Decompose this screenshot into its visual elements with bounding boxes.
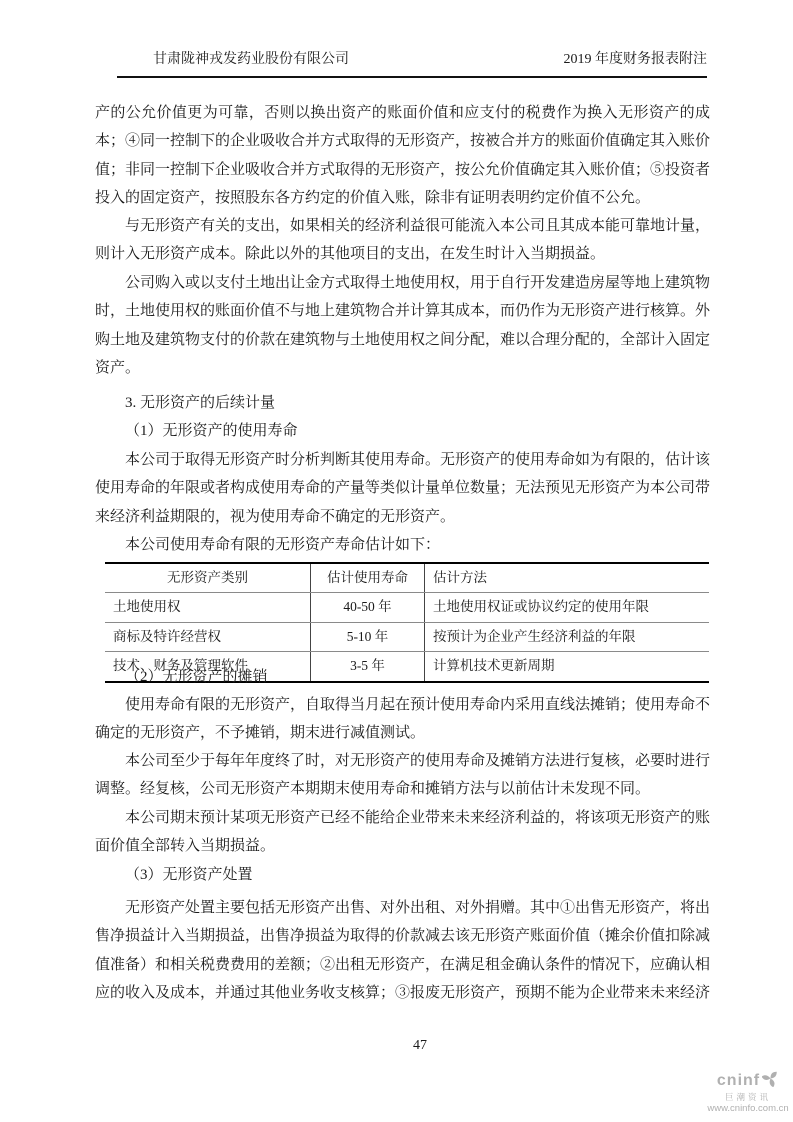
section-heading-subsequent-measurement: 3. 无形资产的后续计量	[125, 395, 276, 411]
cell-estimated-life: 5-10 年	[311, 622, 425, 651]
col-header-estimation-method: 估计方法	[425, 563, 710, 593]
col-header-asset-type: 无形资产类别	[105, 563, 311, 593]
paragraph: 与无形资产有关的支出，如果相关的经济利益很可能流入本公司且其成本能可靠地计量，则计入无形资产成本。除此以外的其他项目的支出，在发生时计入当期损益。	[95, 218, 711, 263]
header-document-title: 2019 年度财务报表附注	[563, 52, 707, 67]
table-row	[105, 593, 709, 622]
page-header	[117, 48, 707, 78]
paragraph: 公司购入或以支付土地出让金方式取得土地使用权，用于自行开发建造房屋等地上建筑物时，土地使用权的账面价值不与地上建筑物合并计算其成本，而仍作为无形资产进行核算。外购土地及建筑物支付的价款在建筑物与土地使用权之间分配，难以合理分配的，全部计入固定资产。	[95, 275, 711, 377]
cell-estimated-life: 40-50 年	[311, 593, 425, 622]
header-company-name: 甘肃陇神戎发药业股份有限公司	[153, 52, 349, 67]
paragraph: 无形资产处置主要包括无形资产出售、对外出租、对外捐赠。其中①出售无形资产，将出售净损益计入当期损益，出售净损益为取得的价款减去该无形资产账面价值（摊余价值扣除减值准备）和相关税费费用的差额；②出租无形资产，在满足租金确认条件的情况下，应确认相应的收入及成本，并通过其他业务收支核算；③报废无形资产，预期不能为企业带来未来经济	[95, 900, 711, 1002]
cell-estimated-life: 3-5 年	[311, 652, 425, 682]
section-heading-amortization: （2）无形资产的摊销	[125, 669, 268, 685]
paragraph: 本公司期末预计某项无形资产已经不能给企业带来未来经济利益的，将该项无形资产的账面价值全部转入当期损益。	[95, 810, 711, 855]
cell-asset-type: 商标及特许经营权	[105, 622, 311, 651]
paragraph: 使用寿命有限的无形资产，自取得当月起在预计使用寿命内采用直线法摊销；使用寿命不确定的无形资产，不予摊销，期末进行减值测试。	[95, 697, 711, 742]
cell-asset-type: 土地使用权	[105, 593, 311, 622]
cninf-logo-text: cninf	[716, 1072, 761, 1089]
cninf-logo	[704, 1070, 792, 1114]
section-heading-disposal: （3）无形资产处置	[125, 867, 253, 883]
col-header-estimated-life: 估计使用寿命	[311, 563, 425, 593]
paragraph: 本公司至少于每年年度终了时，对无形资产的使用寿命及摊销方法进行复核，必要时进行调整。经复核，公司无形资产本期期末使用寿命和摊销方法与以前估计未发现不同。	[95, 753, 711, 798]
paragraph-carryover: 产的公允价值更为可靠，否则以换出资产的账面价值和应支付的税费作为换入无形资产的成本；④同一控制下的企业吸收合并方式取得的无形资产，按被合并方的账面价值确定其入账价值；非同一控制下企业吸收合并方式取得的无形资产，按公允价值确定其入账价值；⑤投资者投入的固定资产，按照股东各方约定的价值入账，除非有证明表明约定价值不公允。	[95, 105, 711, 207]
cninf-website-text: www.cninfo.com.cn	[707, 1102, 789, 1114]
cell-estimation-method: 土地使用权证或协议约定的使用年限	[425, 593, 710, 622]
cell-asset-type: 技术、财务及管理软件	[105, 652, 311, 682]
page-number: 47	[413, 1038, 427, 1053]
section-heading-useful-life: （1）无形资产的使用寿命	[125, 423, 298, 439]
cninf-chinese-name: 巨潮资讯	[724, 1091, 771, 1102]
cell-estimation-method: 按预计为企业产生经济利益的年限	[425, 622, 710, 651]
cell-estimation-method: 计算机技术更新周期	[433, 658, 555, 674]
table-row	[105, 622, 709, 651]
table-lead-in: 本公司使用寿命有限的无形资产寿命估计如下：	[125, 537, 441, 553]
table-header-row	[105, 563, 709, 593]
paragraph: 本公司于取得无形资产时分析判断其使用寿命。无形资产的使用寿命如为有限的，估计该使用寿命的年限或者构成使用寿命的产量等类似计量单位数量；无法预见无形资产为本公司带来经济利益期限的，视为使用寿命不确定的无形资产。	[95, 452, 711, 525]
cninf-pinwheel-icon	[762, 1070, 779, 1092]
